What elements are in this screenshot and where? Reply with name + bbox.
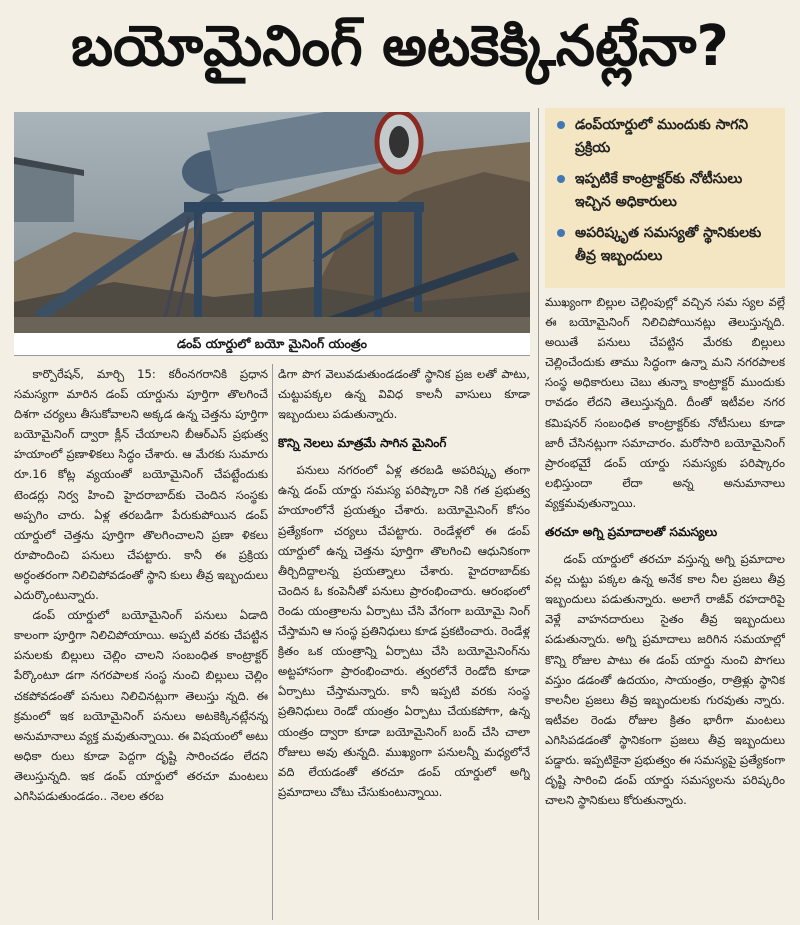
paragraph: పనులు నగరంలో ఏళ్ల తరబడి అపరిష్కృ తంగా ఉన్న డంప్ యార్డు సమస్య పరిష్కారా నికి గత ప్రభుత్వ హయాంలోనే ప్రయత్నం చేశారు. బయోమైనింగ్ కోసం ప్రత్యేకంగా చర్యలు చేపట్టారు. రెండేళ్లలో ఈ డంప్ యార్డులో ఉన్న చెత్తను పూర్తిగా తొలగించి ఆధునికంగా తీర్చిదిద్దాలన్న ప్రయత్నాలు చేశారు. హైదరాబాద్‌కు చెందిన ఓ కంపెనీతో పనులు ప్రారంభించారు. ఆరంభంలో రెండు యంత్రాలను ఏర్పాటు చేసి వేగంగా బయోమై నింగ్ చేస్తామని ఆ సంస్థ ప్రతినిధులు కూడ ప్రకటించారు. రెండేళ్ల క్రితం ఒక యంత్రాన్ని ఏర్పాటు చేసి బయోమైనింగ్‌ను అట్టహాసంగా ప్రారంభించారు. త్వరలోనే రెండోది కూడా ఏర్పాటు చేస్తామన్నారు. కానీ ఇప్పటి వరకు సంస్థ ప్రతినిధులు రెండో యంత్రం ఏర్పాటు చేయకపోగా, ఉన్న యంత్రం ద్వారా కూడా బయోమైనింగ్ బంద్ చేసి చాలా రోజులు అవు తున్నది. ముఖ్యంగా పనులన్నీ మధ్యలోనే వది లేయడంతో తరచూ డంప్ యార్డులో అగ్ని ప్రమాదాలు చోటు చేసుకుంటున్నాయి.: [278, 463, 530, 799]
highlight-text: ఇప్పటికే కాంట్రాక్టర్‌కు నోటీసులు ఇచ్చిన అధికారులు: [575, 171, 743, 210]
highlight-text: డంప్‌యార్డులో ముందుకు సాగని ప్రక్రియ: [575, 117, 749, 156]
article-column-1: [14, 364, 268, 920]
bullet-icon: [557, 229, 565, 237]
biomining-machine-photo: [14, 112, 530, 333]
article-column-3: [545, 292, 785, 920]
highlight-item: [553, 168, 777, 214]
paragraph: డంప్ యార్డులో బయోమైనింగ్ పనులు ఏడాది కాలంగా పూర్తిగా నిలిచిపోయాయి. అప్పటి వరకు చేపట్టిన పనులకు బిల్లులు చెల్లిం చాలని సంబంధిత కాంట్రాక్టర్ పేర్కొంటూ డగా నగరపాలక సంస్థ నుంచి బిల్లులు చెల్లిం చకపోవడంతో పనులు నిలిచినట్లుగా తెలుస్తు న్నది. ఈ క్రమంలో ఇక బయోమైనింగ్ పనులు అటకెక్కినట్లేనన్న అనుమానాలు వ్యక్త మవుతున్నాయి. ఈ విషయంలో అటు అధికా రులు కూడా పెద్దగా దృష్టి సారించడం లేదని తెలుస్తున్నది. ఇక డంప్ యార్డులో తరచూ మంటలు ఎగిసిపడుతుండడం.. నెలల తరబ: [14, 608, 268, 803]
highlight-item: [553, 222, 777, 268]
subheading: తరచూ అగ్ని ప్రమాదాలతో సమస్యలు: [545, 525, 718, 540]
column-divider: [272, 364, 273, 920]
paragraph: ముఖ్యంగా బిల్లుల చెల్లింపుల్లో వచ్చిన సమ స్యల వల్లే ఈ బయోమైనింగ్ నిలిచిపోయినట్లు తెలుస్తున్నది. అయితే పనులు చేపట్టిన మేరకు బిల్లులు చెల్లించేందుకు తాము సిద్ధంగా ఉన్నా మని నగరపాలక సంస్థ అధికారులు చెబు తున్నా కాంట్రాక్టర్ ముందుకు రావడం లేదని తెలుస్తున్నది. దీంతో ఇటీవల నగర కమిషనర్ సంబంధిత కాంట్రాక్టర్‌కు నోటీసులు కూడా జారీ చేసినట్లుగా సమాచారం. మరోసారి బయోమైనింగ్ ప్రారంభమైే డంప్ యార్డు సమస్యకు పరిష్కారం లభిస్తుందా లేదా అన్న అనుమానాలు వ్యక్తమవుతున్నాయి.: [545, 295, 785, 510]
subheading: కొన్ని నెలలు మాత్రమే సాగిన మైనింగ్: [278, 436, 447, 451]
highlights-box: [545, 108, 785, 288]
photo-caption: డంప్ యార్డులో బయో మైనింగ్ యంత్రం: [14, 333, 530, 356]
highlight-item: [553, 114, 777, 160]
bullet-icon: [557, 175, 565, 183]
paragraph: డిగా పొగ వెలువడుతుండడంతో స్థానిక ప్రజ లతో పాటు, చుట్టుపక్కల ఉన్న వివిధ కాలనీ వాసులు కూడా ఇబ్బందులు పడుతున్నారు.: [278, 367, 530, 422]
paragraph: కార్పొరేషన్, మార్చి 15: కరీంనగరానికి ప్రధాన సమస్యగా మారిన డంప్ యార్డును పూర్తిగా తొలగించే దిశగా చర్యలు తీసుకోవాలని అక్కడ ఉన్న చెత్తను పూర్తిగా బయోమైనింగ్ ద్వారా క్లీన్ చేయాలని బీఆర్‌ఎస్ ప్రభుత్వ హయాంలో ప్రణాళికలు సిద్ధం చేశారు. ఆ మేరకు సుమారు రూ.16 కోట్ల వ్యయంతో బయోమైనింగ్ చేపట్టేందుకు టెండర్లు నిర్వ హించి హైదరాబాద్‌కు చెందిన సంస్థకు అప్పగిం చారు. ఏళ్ల తరబడిగా పేరుకుపోయిన డంప్ యార్డులో చెత్తను పూర్తిగా తొలగించాలని ప్రణా ళికలు రూపొందించి పనులు చేపట్టారు. కానీ ఈ ప్రక్రియ అర్ధంతరంగా నిలిచిపోవడంతో స్థాని కులు తీవ్ర ఇబ్బందులు ఎదుర్కొంటున్నారు.: [14, 367, 268, 603]
headline: బయోమైనింగ్ అటకెక్కినట్లేనా?: [71, 14, 729, 79]
bullet-icon: [557, 121, 565, 129]
paragraph: డంప్ యార్డులో తరచూ వస్తున్న అగ్ని ప్రమాదాల వల్ల చుట్టు పక్కల ఉన్న అనేక కాల నీల ప్రజలు తీవ్ర ఇబ్బందులు పడుతున్నారు. అలాగే రాజీవ్ రహదారిపై వెళ్లే వాహనదారులు సైతం తీవ్ర ఇబ్బందులు పడుతున్నారు. అగ్ని ప్రమాదాలు జరిగిన సమయాల్లో కొన్ని రోజుల పాటు ఈ డంప్ యార్డు నుంచి పొగలు వస్తుం డడంతో ఉదయం, సాయంత్రం, రాత్రిళ్లు స్థానిక కాలనీల ప్రజలు తీవ్ర ఇబ్బందులకు గురవుతు న్నారు. ఇటీవల రెండు రోజుల క్రితం భారీగా మంటలు ఎగిసిపడడంతో స్థానికంగా ప్రజలు తీవ్ర ఇబ్బందులు పడ్డారు. ఇప్పటికైనా ప్రభుత్వం ఈ సమస్యపై ప్రత్యేకంగా దృష్టి సారించి డంప్ యార్డు సమస్యలను పరిష్కరిం చాలని స్థానికులు కోరుతున్నారు.: [545, 552, 785, 808]
column-divider: [538, 108, 539, 920]
highlight-text: అపరిష్కృత సమస్యతో స్థానికులకు తీవ్ర ఇబ్బందులు: [575, 225, 762, 264]
article-column-2: [278, 364, 530, 920]
